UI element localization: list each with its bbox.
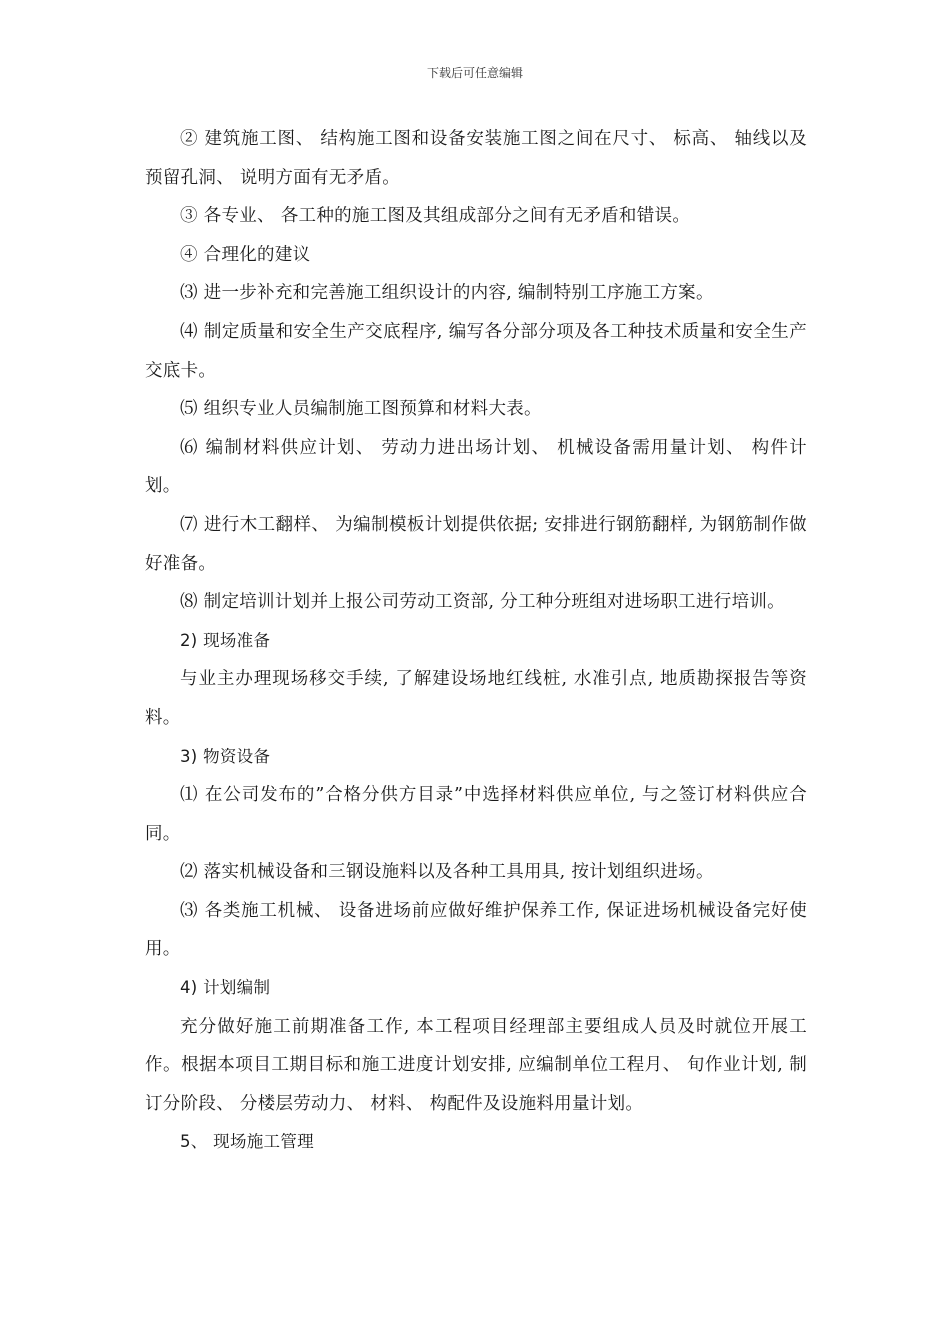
section-heading-site-management: 5、 现场施工管理 — [180, 1132, 314, 1152]
section-heading-site-preparation: 2) 现场准备 — [180, 630, 271, 650]
document-body — [145, 120, 807, 1162]
paragraph-step-7: ⑺ 进行木工翻样、 为编制模板计划提供依据; 安排进行钢筋翻样, 为钢筋制作做好准备。 — [145, 514, 807, 574]
section-heading-planning: 4) 计划编制 — [180, 978, 271, 998]
page-header: 下载后可任意编辑 — [426, 66, 523, 80]
section-heading-materials-equipment: 3) 物资设备 — [180, 746, 271, 766]
paragraph-item-3: ③ 各专业、 各工种的施工图及其组成部分之间有无矛盾和错误。 — [180, 206, 691, 227]
paragraph-materials-1: ⑴ 在公司发布的”合格分供方目录”中选择材料供应单位, 与之签订材料供应合同。 — [145, 785, 807, 844]
paragraph-step-6: ⑹ 编制材料供应计划、 劳动力进出场计划、 机械设备需用量计划、 构件计划。 — [145, 437, 807, 497]
paragraph-step-3: ⑶ 进一步补充和完善施工组织设计的内容, 编制特别工序施工方案。 — [180, 283, 714, 304]
paragraph-step-4: ⑷ 制定质量和安全生产交底程序, 编写各分部分项及各工种技术质量和安全生产交底卡。 — [145, 321, 807, 381]
paragraph-step-8: ⑻ 制定培训计划并上报公司劳动工资部, 分工种分班组对进场职工进行培训。 — [180, 592, 785, 613]
paragraph-item-4: ④ 合理化的建议 — [180, 244, 311, 265]
paragraph-item-2: ② 建筑施工图、 结构施工图和设备安装施工图之间在尺寸、 标高、 轴线以及预留孔洞、 说明方面有无矛盾。 — [145, 129, 807, 188]
paragraph-materials-3: ⑶ 各类施工机械、 设备进场前应做好维护保养工作, 保证进场机械设备完好使用。 — [145, 900, 807, 960]
paragraph-site-preparation: 与业主办理现场移交手续, 了解建设场地红线桩, 水准引点, 地质勘探报告等资料。 — [145, 669, 807, 728]
paragraph-step-5: ⑸ 组织专业人员编制施工图预算和材料大表。 — [180, 399, 542, 420]
paragraph-planning: 充分做好施工前期准备工作, 本工程项目经理部主要组成人员及时就位开展工作。根据本项目工期目标和施工进度计划安排, 应编制单位工程月、 旬作业计划, 制订分阶段、 分楼层劳动力、 材料、 构配件及设施料用量计划。 — [145, 1016, 807, 1114]
paragraph-materials-2: ⑵ 落实机械设备和三钢设施料以及各种工具用具, 按计划组织进场。 — [180, 862, 714, 883]
